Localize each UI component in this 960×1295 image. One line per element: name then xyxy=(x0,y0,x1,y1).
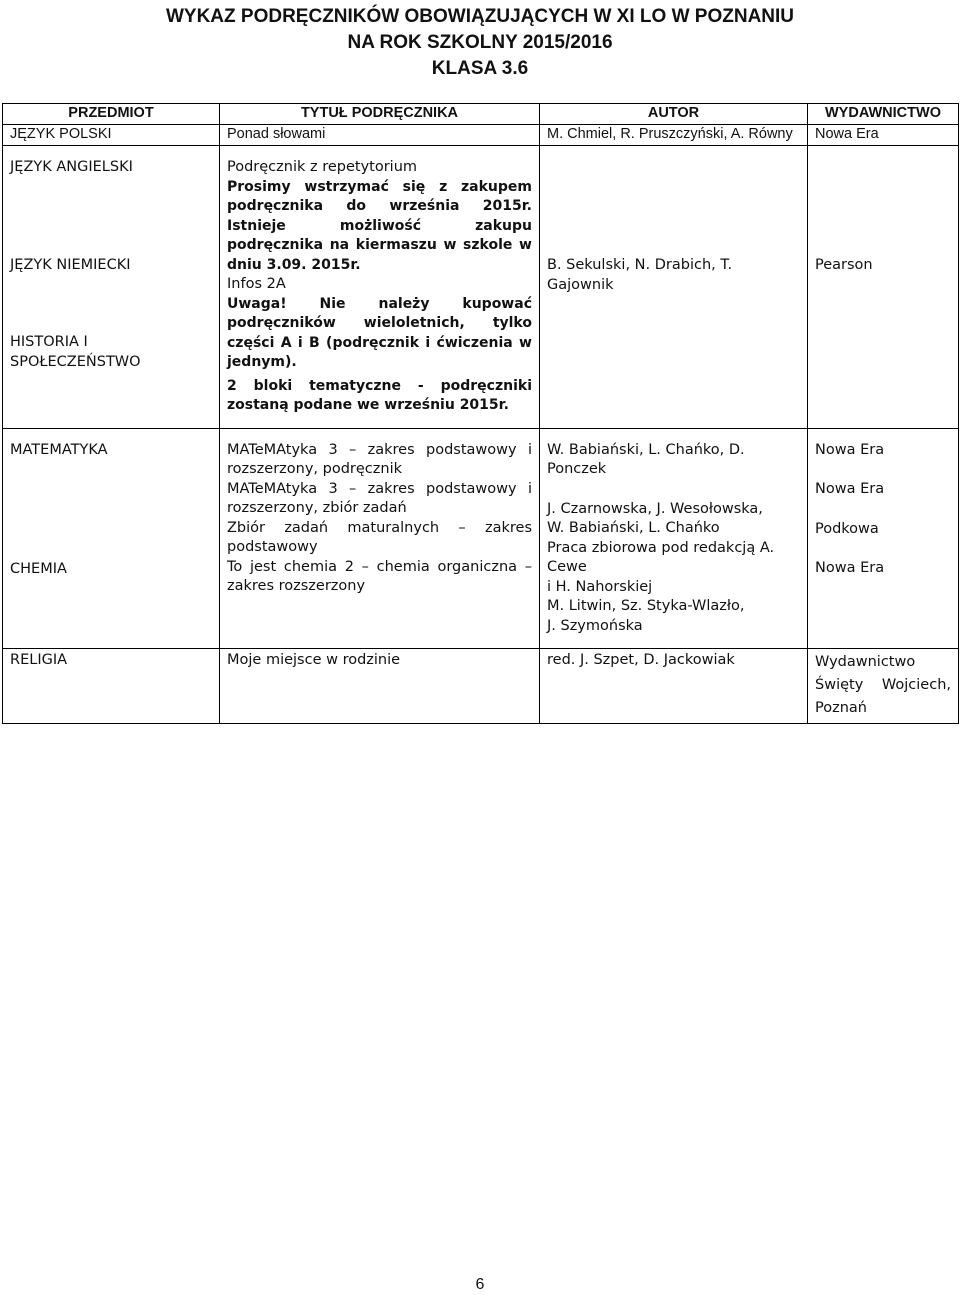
page-number: 6 xyxy=(475,1276,485,1293)
subject-cell: RELIGIA xyxy=(3,649,220,724)
title-cell: Moje miejsce w rodzinie xyxy=(220,649,540,724)
mat-author-2a: J. Czarnowska, J. Wesołowska, xyxy=(547,500,763,517)
textbook-table xyxy=(2,103,959,724)
angielski-note: Prosimy wstrzymać się z zakupem podręcznika do września 2015r. Istnieje możliwość zakupu podręcznika na kiermaszu w szkole w dniu 3.09. 2015r. xyxy=(227,178,532,273)
table-header-row xyxy=(3,104,959,125)
mat-author-3b: i H. Nahorskiej xyxy=(547,578,653,595)
chem-pub: Nowa Era xyxy=(815,560,885,576)
author-cell: M. Chmiel, R. Pruszczyński, A. Równy xyxy=(540,125,808,146)
publisher-cell xyxy=(808,428,959,649)
mat-title-2: MATeMAtyka 3 – zakres podstawowy i rozszerzony, zbiór zadań xyxy=(227,480,532,516)
mat-author-3a: Praca zbiorowa pod redakcją A. Cewe xyxy=(547,539,775,575)
title-line-3: KLASA 3.6 xyxy=(431,58,529,79)
mat-author-2b: W. Babiański, L. Chańko xyxy=(547,520,720,536)
mat-title-3: Zbiór zadań maturalnych – zakres podstawowy xyxy=(227,519,532,555)
document-title xyxy=(0,4,960,82)
subject-historia: HISTORIA I SPOŁECZEŃSTWO xyxy=(10,334,141,370)
subject-cell: JĘZYK POLSKI xyxy=(3,125,220,146)
subject-chemia: CHEMIA xyxy=(10,561,67,577)
subject-niemiecki: JĘZYK NIEMIECKI xyxy=(10,256,131,273)
niemiecki-note: Uwaga! Nie należy kupować podręczników wieloletnich, tylko części A i B (podręcznik i ćwiczenia w jednym). xyxy=(227,295,532,370)
subject-matematyka: MATEMATYKA xyxy=(10,441,108,458)
author-cell xyxy=(540,146,808,429)
mat-title-1: MATeMAtyka 3 – zakres podstawowy i rozszerzony, podręcznik xyxy=(227,441,532,477)
table-row xyxy=(3,649,959,724)
niemiecki-title: Infos 2A xyxy=(227,276,286,292)
mat-pub-1: Nowa Era xyxy=(815,441,885,458)
publisher-cell: Wydawnictwo Święty Wojciech, Poznań xyxy=(808,649,959,724)
title-cell xyxy=(220,146,540,429)
author-cell: red. J. Szpet, D. Jackowiak xyxy=(540,649,808,724)
title-line-2: NA ROK SZKOLNY 2015/2016 xyxy=(347,32,613,53)
chem-author-b: J. Szymońska xyxy=(547,617,643,634)
publisher-cell: Nowa Era xyxy=(808,125,959,146)
historia-note: 2 bloki tematyczne - podręczniki zostaną podane we wrześniu 2015r. xyxy=(227,377,532,413)
mat-pub-2: Nowa Era xyxy=(815,481,885,497)
title-cell xyxy=(220,428,540,649)
table-row xyxy=(3,146,959,429)
header-subject: PRZEDMIOT xyxy=(3,104,220,125)
table-row xyxy=(3,125,959,146)
mat-author-1: W. Babiański, L. Chańko, D. Ponczek xyxy=(547,441,745,477)
subject-cell xyxy=(3,146,220,429)
publisher-cell xyxy=(808,146,959,429)
title-line-1: WYKAZ PODRĘCZNIKÓW OBOWIĄZUJĄCYCH W XI LO W POZNANIU xyxy=(165,6,795,27)
niemiecki-publisher: Pearson xyxy=(815,257,873,273)
angielski-title: Podręcznik z repetytorium xyxy=(227,159,418,175)
header-title: TYTUŁ PODRĘCZNIKA xyxy=(220,104,540,125)
author-cell xyxy=(540,428,808,649)
table-row xyxy=(3,428,959,649)
chem-author-a: M. Litwin, Sz. Styka-Wlazło, xyxy=(547,598,745,614)
chem-title: To jest chemia 2 – chemia organiczna – zakres rozszerzony xyxy=(227,558,532,594)
mat-pub-3: Podkowa xyxy=(815,520,879,537)
title-cell: Ponad słowami xyxy=(220,125,540,146)
header-author: AUTOR xyxy=(540,104,808,125)
subject-angielski: JĘZYK ANGIELSKI xyxy=(10,159,133,175)
niemiecki-author: B. Sekulski, N. Drabich, T. Gajownik xyxy=(547,257,733,293)
header-publisher: WYDAWNICTWO xyxy=(808,104,959,125)
subject-cell xyxy=(3,428,220,649)
